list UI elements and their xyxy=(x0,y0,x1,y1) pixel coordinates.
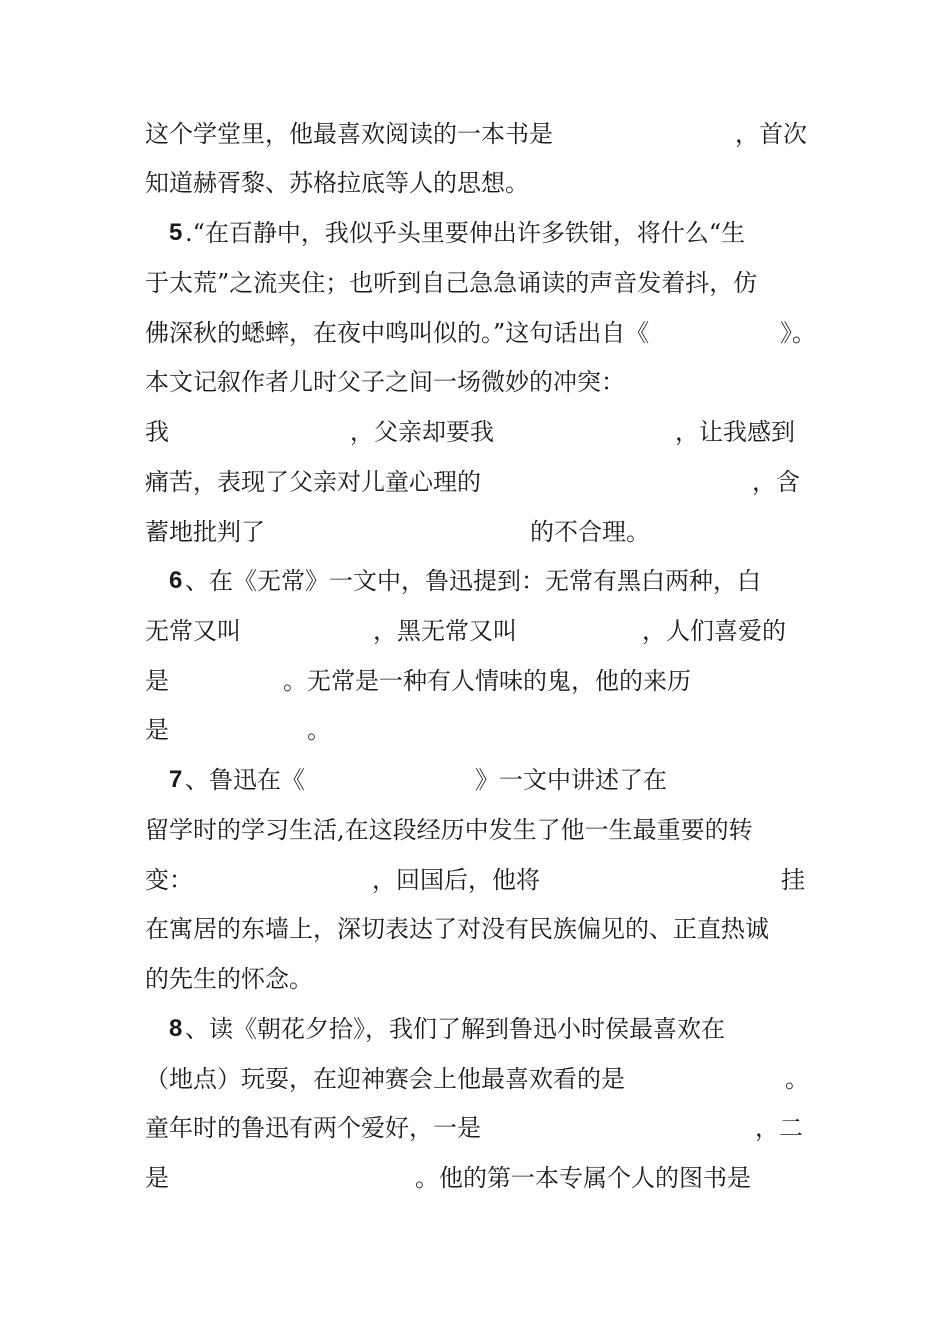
text-line xyxy=(145,114,810,154)
question-7-line xyxy=(145,760,810,800)
text-segment: 的不合理。 xyxy=(530,518,650,546)
text-segment: 、鲁迅在《 xyxy=(185,766,305,794)
text-line xyxy=(145,959,810,999)
text-segment: ，二 xyxy=(755,1114,803,1142)
text-segment: 留学时的学习生活,在这段经历中发生了他一生最重要的转 xyxy=(145,816,753,844)
text-segment: 。 xyxy=(307,716,331,744)
text-segment: 》一文中讲述了在 xyxy=(475,766,667,794)
text-segment: ，让我感到 xyxy=(675,418,795,446)
text-segment: 。无常是一种有人情味的鬼，他的来历 xyxy=(283,667,691,695)
question-number: 8 xyxy=(169,1015,183,1042)
text-line xyxy=(145,710,810,750)
text-line xyxy=(145,909,810,949)
text-segment: 佛深秋的蟋蟀，在夜中鸣叫似的。”这句话出自《 xyxy=(145,319,650,347)
question-8-line xyxy=(145,1009,810,1049)
text-line xyxy=(145,860,810,900)
text-line xyxy=(145,1108,810,1148)
text-segment: ，人们喜爱的 xyxy=(642,617,786,645)
question-number: 7 xyxy=(169,766,183,793)
text-segment: 是 xyxy=(145,667,169,695)
text-segment: 》。 xyxy=(780,319,816,347)
text-line xyxy=(145,163,810,203)
text-segment: （地点）玩耍，在迎神赛会上他最喜欢看的是 xyxy=(145,1065,625,1093)
text-segment: 知道赫胥黎、苏格拉底等人的思想。 xyxy=(145,169,529,197)
text-segment: 痛苦，表现了父亲对儿童心理的 xyxy=(145,468,481,496)
text-segment: .“在百静中，我似乎头里要伸出许多铁钳，将什么“生 xyxy=(185,219,746,247)
text-segment: 这个学堂里，他最喜欢阅读的一本书是 xyxy=(145,120,553,148)
text-segment: 变： xyxy=(145,866,193,894)
text-line xyxy=(145,611,810,651)
text-segment: ，黑无常又叫 xyxy=(373,617,517,645)
text-segment: 童年时的鲁迅有两个爱好，一是 xyxy=(145,1114,481,1142)
text-segment: 无常又叫 xyxy=(145,617,241,645)
text-segment: 、在《无常》一文中，鲁迅提到：无常有黑白两种，白 xyxy=(185,567,761,595)
text-line xyxy=(145,362,810,402)
text-segment: ，父亲却要我 xyxy=(350,418,494,446)
text-segment: 是 xyxy=(145,716,169,744)
text-line xyxy=(145,661,810,701)
text-segment: 。他的第一本专属个人的图书是 xyxy=(415,1164,751,1192)
text-segment: 在寓居的东墙上，深切表达了对没有民族偏见的、正直热诚 xyxy=(145,915,769,943)
text-segment: ，回国后，他将 xyxy=(372,866,540,894)
text-segment: 。 xyxy=(785,1065,809,1093)
text-segment: 、读《朝花夕拾》，我们了解到鲁迅小时侯最喜欢在 xyxy=(185,1015,725,1043)
text-segment: 我 xyxy=(145,418,169,446)
text-segment: ，首次 xyxy=(735,120,807,148)
question-number: 5 xyxy=(169,219,183,246)
text-segment: 蓄地批判了 xyxy=(145,518,265,546)
text-line xyxy=(145,263,810,303)
question-6-line xyxy=(145,561,810,601)
text-line xyxy=(145,462,810,502)
text-line xyxy=(145,1158,810,1198)
text-line xyxy=(145,810,810,850)
text-line xyxy=(145,1059,810,1099)
question-number: 6 xyxy=(169,567,183,594)
text-segment: 于太荒”之流夹住；也听到自己急急诵读的声音发着抖，仿 xyxy=(145,269,758,297)
text-segment: 挂 xyxy=(781,866,805,894)
text-line xyxy=(145,512,810,552)
text-line xyxy=(145,412,810,452)
text-line xyxy=(145,313,816,353)
text-segment: 本文记叙作者儿时父子之间一场微妙的冲突： xyxy=(145,368,625,396)
text-segment: 是 xyxy=(145,1164,169,1192)
text-segment: ，含 xyxy=(752,468,800,496)
text-segment: 的先生的怀念。 xyxy=(145,965,313,993)
question-5-line xyxy=(145,213,810,253)
